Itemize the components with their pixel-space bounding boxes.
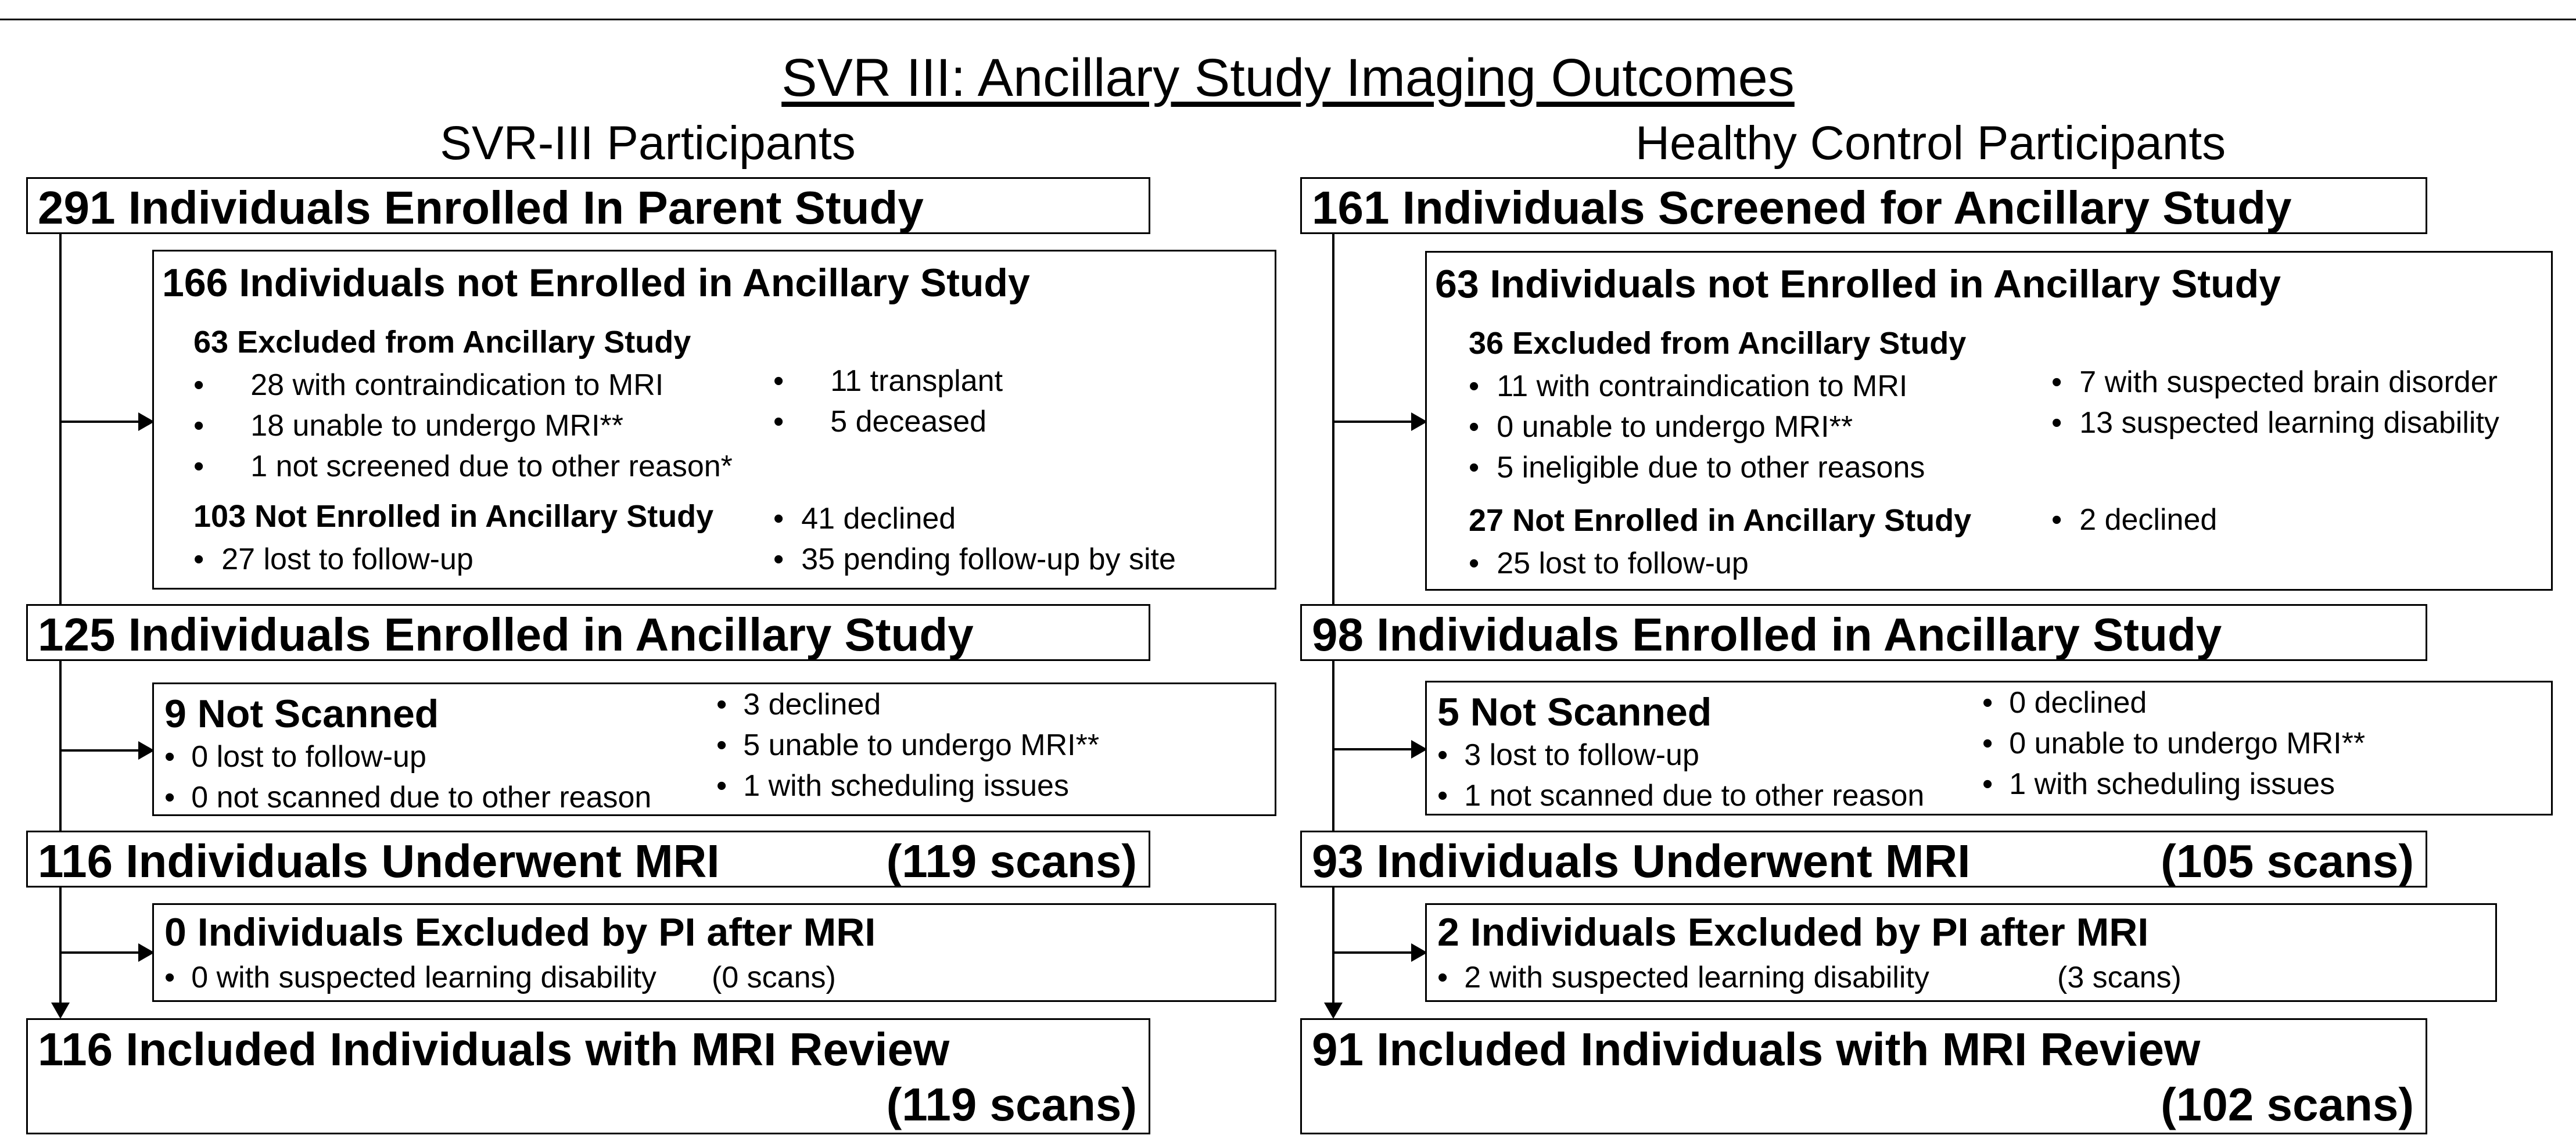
right-underwent-mri-label: 93 Individuals Underwent MRI xyxy=(1312,835,1971,887)
list-item: • 18 unable to undergo MRI** xyxy=(193,409,623,443)
list-item: • 11 transplant xyxy=(773,364,1003,398)
list-item: • 1 with scheduling issues xyxy=(716,769,1069,803)
right-screened-label: 161 Individuals Screened for Ancillary Study xyxy=(1312,182,2292,233)
left-excluded-title: 63 Excluded from Ancillary Study xyxy=(193,325,691,360)
right-excluded-title: 36 Excluded from Ancillary Study xyxy=(1469,326,1967,361)
left-excluded-pi-scans: (0 scans) xyxy=(712,961,836,994)
right-not-enrolled-title: 63 Individuals not Enrolled in Ancillary Study xyxy=(1435,262,2281,306)
list-item: • 0 lost to follow-up xyxy=(164,740,426,774)
list-item: • 35 pending follow-up by site xyxy=(773,543,1176,576)
right-not-scanned-box xyxy=(1425,681,2553,816)
list-item: • 7 with suspected brain disorder xyxy=(2051,365,2498,399)
right-excluded-pi-title: 2 Individuals Excluded by PI after MRI xyxy=(1437,910,2149,954)
right-arrowhead-down xyxy=(1324,1003,1343,1019)
left-not-scanned-box xyxy=(152,682,1276,816)
top-rule xyxy=(0,19,2576,20)
right-underwent-mri-scans: (105 scans) xyxy=(2161,835,2414,887)
right-included-box xyxy=(1300,1018,2427,1134)
right-excluded-pi-scans: (3 scans) xyxy=(2057,961,2182,994)
page-title: SVR III: Ancillary Study Imaging Outcomes xyxy=(781,48,1795,107)
left-underwent-mri-scans: (119 scans) xyxy=(886,835,1137,887)
list-item: • 27 lost to follow-up xyxy=(193,543,473,576)
left-enrolled-label: 125 Individuals Enrolled in Ancillary Study xyxy=(38,609,974,660)
left-excluded-pi-box xyxy=(152,903,1276,1002)
right-underwent-mri-box xyxy=(1300,831,2427,888)
right-column-header: Healthy Control Participants xyxy=(1635,117,2226,170)
right-not-enrolled-box xyxy=(1425,251,2553,591)
left-branch-line-3 xyxy=(60,951,142,954)
list-item: • 25 lost to follow-up xyxy=(1469,547,1749,580)
right-included-scans: (102 scans) xyxy=(2161,1079,2414,1130)
list-item: • 2 declined xyxy=(2051,503,2218,537)
right-branch-line-3 xyxy=(1333,951,1415,954)
list-item: • 0 declined xyxy=(1982,686,2147,720)
right-notenrolled-subtitle: 27 Not Enrolled in Ancillary Study xyxy=(1469,503,1972,538)
left-included-scans: (119 scans) xyxy=(886,1079,1137,1130)
left-notenrolled-subtitle: 103 Not Enrolled in Ancillary Study xyxy=(193,499,714,534)
right-not-scanned-title: 5 Not Scanned xyxy=(1437,690,1712,734)
list-item: • 5 unable to undergo MRI** xyxy=(716,728,1100,762)
list-item: • 1 not scanned due to other reason xyxy=(1437,779,1925,813)
list-item: • 11 with contraindication to MRI xyxy=(1469,369,1908,403)
list-item: • 1 not screened due to other reason* xyxy=(193,450,733,483)
left-included-box xyxy=(26,1018,1150,1134)
list-item: • 1 with scheduling issues xyxy=(1982,767,2335,801)
right-screened-box xyxy=(1300,177,2427,234)
left-not-enrolled-title: 166 Individuals not Enrolled in Ancillary Study xyxy=(162,261,1030,305)
right-branch-line-2 xyxy=(1333,748,1415,750)
list-item: • 5 ineligible due to other reasons xyxy=(1469,451,1925,484)
list-item: • 2 with suspected learning disability xyxy=(1437,961,1929,994)
left-underwent-mri-label: 116 Individuals Underwent MRI xyxy=(38,835,720,887)
left-underwent-mri-box xyxy=(26,831,1150,888)
left-parent-study-label: 291 Individuals Enrolled In Parent Study xyxy=(38,182,924,233)
list-item: • 41 declined xyxy=(773,502,956,536)
list-item: • 0 with suspected learning disability xyxy=(164,961,656,994)
left-parent-study-box xyxy=(26,177,1150,234)
right-excluded-pi-box xyxy=(1425,903,2497,1002)
left-included-label: 116 Included Individuals with MRI Review xyxy=(38,1023,950,1075)
list-item: • 0 unable to undergo MRI** xyxy=(1469,410,1853,444)
left-arrowhead-down xyxy=(51,1003,70,1019)
left-excluded-pi-title: 0 Individuals Excluded by PI after MRI xyxy=(164,910,876,954)
list-item: • 13 suspected learning disability xyxy=(2051,406,2499,440)
left-not-scanned-title: 9 Not Scanned xyxy=(164,692,439,736)
right-included-label: 91 Included Individuals with MRI Review xyxy=(1312,1023,2201,1075)
left-column-header: SVR-III Participants xyxy=(440,117,856,170)
left-enrolled-box xyxy=(26,604,1150,661)
list-item: • 0 not scanned due to other reason xyxy=(164,781,652,814)
list-item: • 3 declined xyxy=(716,688,881,721)
right-branch-line-1 xyxy=(1333,421,1415,423)
list-item: • 0 unable to undergo MRI** xyxy=(1982,727,2366,760)
right-enrolled-label: 98 Individuals Enrolled in Ancillary Study xyxy=(1312,609,2222,660)
left-not-enrolled-box xyxy=(152,250,1276,590)
list-item: • 28 with contraindication to MRI xyxy=(193,368,664,402)
list-item: • 3 lost to follow-up xyxy=(1437,738,1699,772)
list-item: • 5 deceased xyxy=(773,405,987,439)
left-branch-line-2 xyxy=(60,749,142,752)
right-enrolled-box xyxy=(1300,604,2427,661)
left-branch-line-1 xyxy=(60,421,142,423)
